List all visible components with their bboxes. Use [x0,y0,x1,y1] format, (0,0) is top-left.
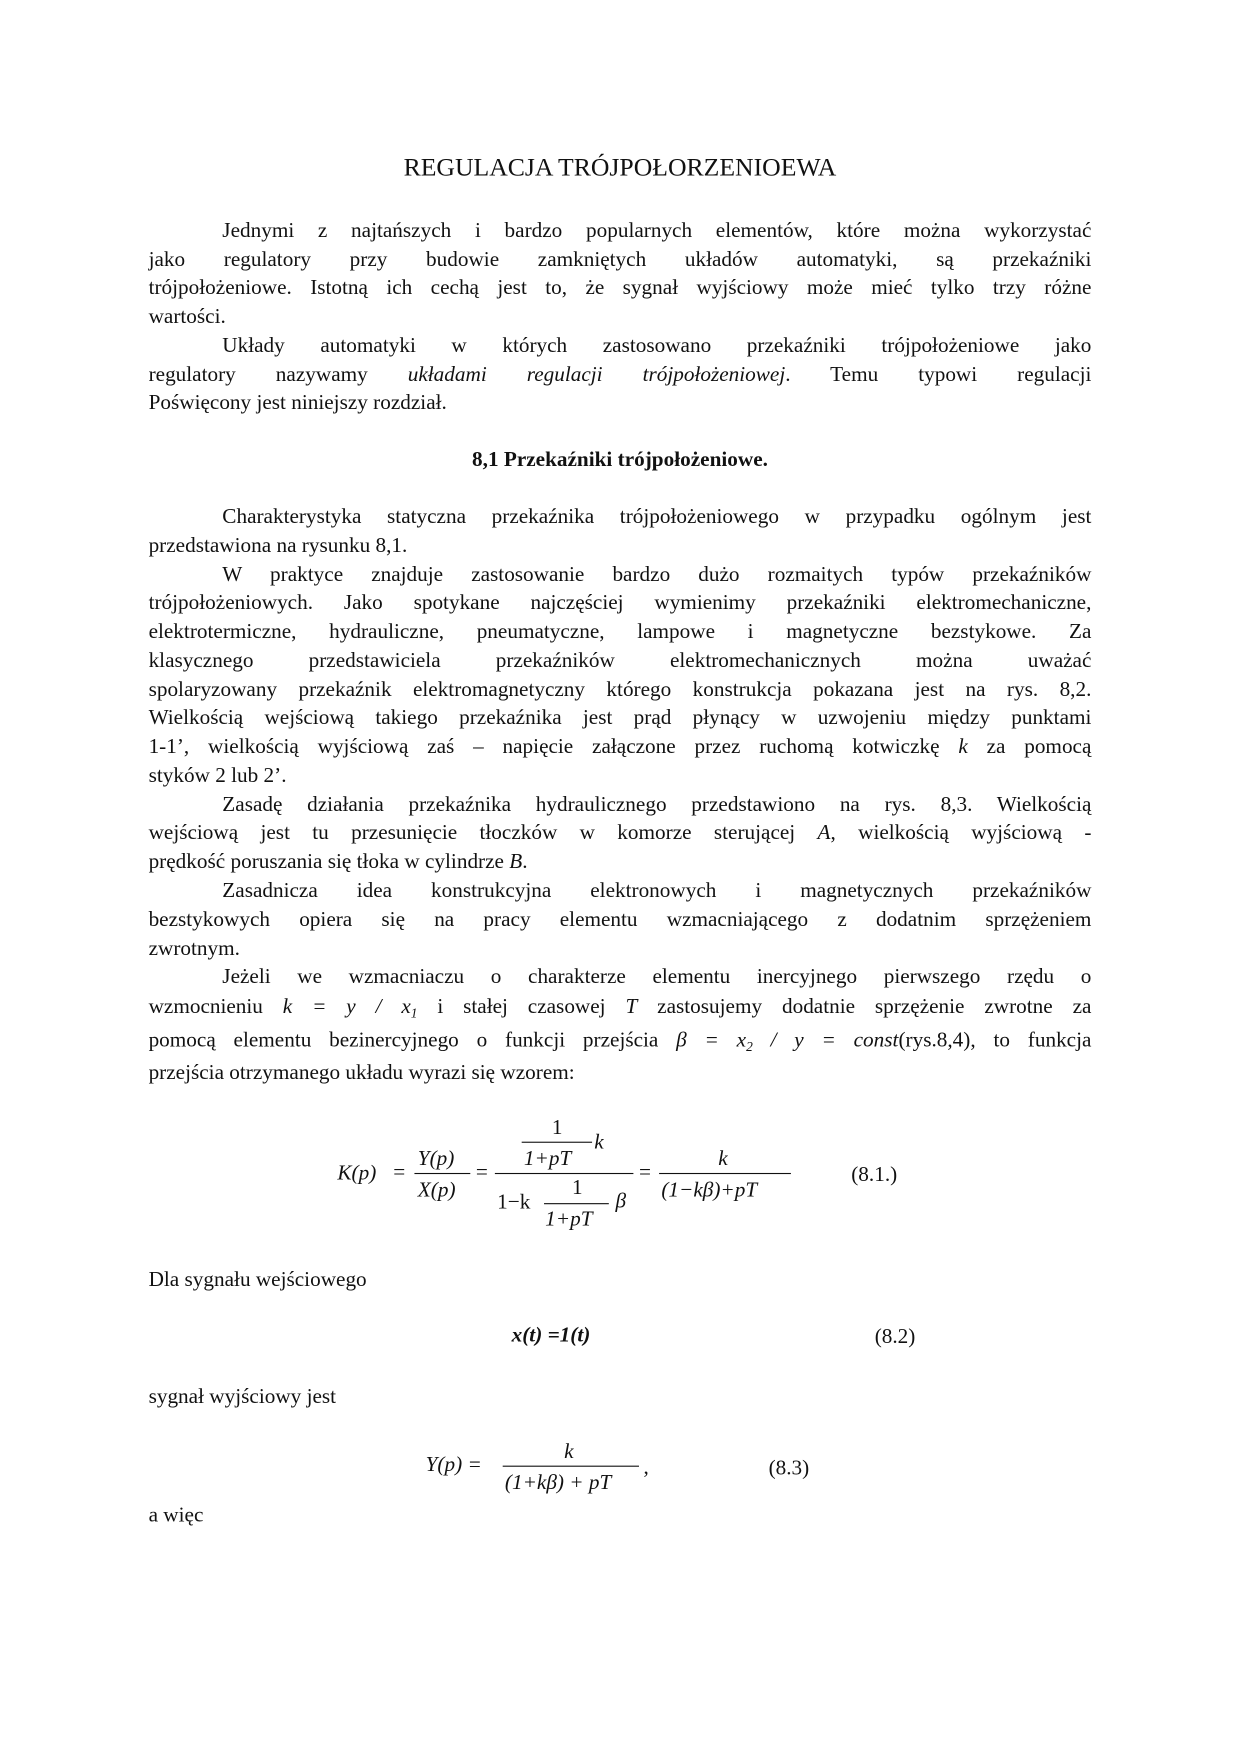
math: 1 [551,1115,563,1140]
text-line: bezstykowych opiera się na pracy elementu wzmacniającego z dodatnim sprzężeniem [148,908,1092,932]
fraction-bar [544,1203,609,1204]
text: zastosujemy dodatnie sprzężenie zwrotne za [657,995,1092,1019]
text-line: przedstawiona na rysunku 8,1. [148,533,408,558]
math: k = y / x [282,995,411,1019]
italic-term: układami regulacji trójpołożeniowej [407,363,786,387]
text-line: styków 2 lub 2’. [148,764,287,788]
text: prędkość poruszania się tłoka w cylindrze [148,850,510,874]
fraction-bar [414,1173,470,1174]
text: i stałej czasowej [437,995,606,1019]
text-line: Charakterystyka statyczna przekaźnika trójpołożeniowego w przypadku ogólnym jest [222,504,1092,529]
math: = [475,1160,488,1185]
text: wejściową jest tu przesunięcie tłoczków w komorze sterującej [148,821,818,845]
text: pomocą elementu bezinercyjnego o funkcji przejścia [148,1028,659,1053]
text-line [149,851,1092,872]
text-line [148,995,1092,1022]
math: x(t) =1(t) [511,1323,591,1348]
math: 1−k [497,1190,531,1215]
fraction-bar [659,1173,791,1174]
math: = [638,1160,651,1185]
inline-math [282,995,418,1022]
text: 1-1’, wielkością wyjściową zaś – napięcie załączone przez ruchomą kotwiczkę [148,735,959,759]
section-heading: 8,1 Przekaźniki trójpołożeniowe. [472,447,768,472]
text: . Temu typowi regulacji [785,363,1092,387]
fraction-bar [522,1142,592,1143]
text: regulatory nazywamy [148,363,408,387]
text-line: klasycznego przedstawiciela przekaźników elektromechanicznych można uważać [148,649,1092,673]
text-line: Zasadnicza idea konstrukcyjna elektronowych i magnetycznych przekaźników [222,879,1092,903]
math-var: k [958,735,968,759]
math-var: B [509,850,523,874]
math: Y(p) [417,1147,455,1171]
math: = [393,1160,406,1185]
math: Y(p) = [425,1453,482,1477]
text-line: W praktyce znajduje zastosowanie bardzo dużo rozmaitych typów przekaźników [222,563,1092,587]
text-line: sygnał wyjściowy jest [148,1385,337,1409]
text-line [149,822,1092,843]
text-line [149,364,1092,385]
math: 1 [571,1176,583,1200]
page-title: REGULACJA TRÓJPOŁORZENIOEWA [403,153,837,181]
math: k [594,1130,604,1154]
math: (1−kβ)+pT [661,1178,758,1202]
subscript: 1 [410,1005,418,1022]
math: β = x [676,1028,747,1053]
text: , wielkością wyjściową - [830,821,1092,845]
text-line: Wielkością wejściową takiego przekaźnika jest prąd płynący w uzwojeniu między punktami [148,706,1092,730]
text-line: Jeżeli we wzmacniaczu o charakterze elementu inercyjnego pierwszego rzędu o [222,965,1092,989]
text-line [149,736,1092,757]
text-line: Jednymi z najtańszych i bardzo popularnych elementów, które można wykorzystać [222,218,1092,243]
inline-math [676,1028,899,1055]
math: 1+pT [545,1207,593,1232]
text-line: jako regulatory przy budowie zamkniętych układów automatyki, są przekaźniki [148,247,1092,272]
fraction-bar [495,1173,634,1174]
text-line: wartości. [148,304,226,329]
text-line: Poświęcony jest niniejszy rozdział. [148,390,447,415]
text: wzmocnieniu [148,995,263,1019]
equation-label: (8.3) [768,1456,810,1481]
math: k [564,1439,574,1464]
text-line: spolaryzowany przekaźnik elektromagnetyczny którego konstrukcja pokazana jest na rys. 8,2. [148,678,1092,702]
math-var: T [625,995,638,1019]
text: (rys.8,4), to funkcja [898,1028,1092,1053]
equation-label: (8.2) [874,1324,916,1349]
math: X(p) [417,1178,456,1202]
text: . [522,850,528,874]
math-var: A [817,821,831,845]
text-line: przejścia otrzymanego układu wyrazi się wzorem: [148,1061,575,1085]
text-line: trójpołożeniowych. Jako spotykane najczęściej wymienimy przekaźniki elektromechaniczne, [148,590,1092,615]
math: 1+pT [523,1147,572,1171]
fraction-bar [503,1466,639,1467]
math: (1+kβ) + pT [504,1471,612,1495]
math: k [718,1147,728,1171]
math: / y = const [752,1028,899,1053]
math: β [615,1189,627,1214]
text-line: Zasadę działania przekaźnika hydraulicznego przedstawiono na rys. 8,3. Wielkością [222,793,1092,817]
math: K(p) [337,1161,377,1186]
text: za pomocą [967,735,1092,759]
math: , [643,1455,649,1480]
text-line: elektrotermiczne, hydrauliczne, pneumatyczne, lampowe i magnetyczne bezstykowe. Za [148,619,1092,644]
text-line: Układy automatyki w których zastosowano przekaźniki trójpołożeniowe jako [222,334,1092,358]
equation-label: (8.1.) [851,1162,898,1187]
text-line: trójpołożeniowe. Istotną ich cechą jest to, że sygnał wyjściowy może mieć tylko trzy różne [148,275,1092,300]
text-line: zwrotnym. [148,937,240,961]
text-line [149,1030,1092,1053]
text-line: a więc [148,1503,204,1528]
text-line: Dla sygnału wejściowego [148,1267,367,1292]
subscript: 2 [746,1038,753,1055]
